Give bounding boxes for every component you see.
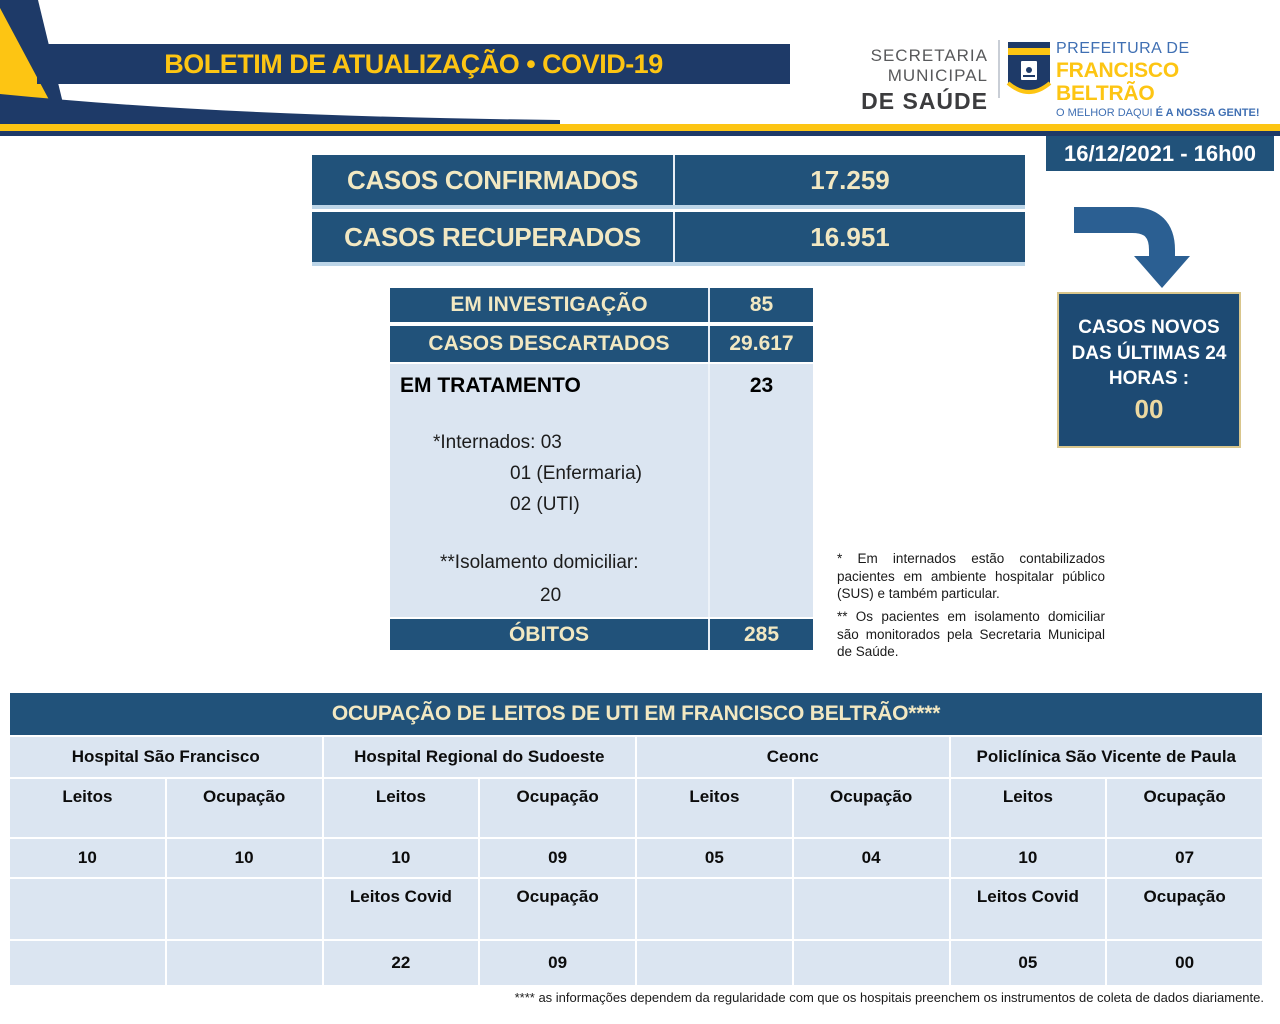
col-header-leitos: Leitos — [10, 779, 165, 837]
recovered-cases-label: CASOS RECUPERADOS — [312, 212, 675, 262]
col-header-ocupacao: Ocupação — [480, 879, 635, 939]
tagline-bold: É A NOSSA GENTE! — [1155, 106, 1260, 119]
treatment-label: EM TRATAMENTO — [400, 374, 581, 397]
col-header-ocupacao: Ocupação — [1107, 879, 1262, 939]
table-value: 05 — [951, 941, 1106, 985]
confirmed-cases-label: CASOS CONFIRMADOS — [312, 155, 675, 205]
health-secretariat-wordmark — [770, 46, 988, 115]
table-value: 07 — [1107, 839, 1262, 877]
recovered-cases-bar — [312, 212, 1025, 266]
banner-title: BOLETIM DE ATUALIZAÇÃO • COVID-19 — [164, 48, 663, 79]
isolation-line1: **Isolamento domiciliar: — [440, 552, 639, 573]
col-header-leitos-covid: Leitos Covid — [324, 879, 479, 939]
new-cases-line3: HORAS : — [1108, 368, 1190, 390]
city-hall-wordmark — [1056, 40, 1280, 119]
discarded-row — [390, 326, 813, 362]
banner — [37, 44, 790, 84]
isolation-line2: 20 — [540, 585, 562, 606]
col-header-leitos: Leitos — [637, 779, 792, 837]
treatment-value: 23 — [749, 374, 774, 397]
col-header-leitos: Leitos — [951, 779, 1106, 837]
col-header-ocupacao: Ocupação — [167, 779, 322, 837]
secretariat-line1: SECRETARIA MUNICIPAL — [870, 46, 988, 85]
icu-table-title: OCUPAÇÃO DE LEITOS DE UTI EM FRANCISCO BELTRÃO**** — [10, 693, 1262, 735]
hospitalized-line1: *Internados: 03 — [433, 432, 562, 453]
table-value: 04 — [794, 839, 949, 877]
table-value: 00 — [1107, 941, 1262, 985]
recovered-cases-value: 16.951 — [810, 221, 890, 252]
table-value: 10 — [10, 839, 165, 877]
col-header-ocupacao: Ocupação — [1107, 779, 1262, 837]
hospital-sao-francisco-header: Hospital São Francisco — [10, 737, 322, 777]
icu-occupancy-table — [10, 693, 1262, 985]
col-header-ocupacao: Ocupação — [794, 779, 949, 837]
hospitalized-line2: 01 (Enfermaria) — [510, 463, 642, 484]
footnote-isolamento: ** Os pacientes em isolamento domiciliar são monitorados pela Secretaria Municipal de Saúde. — [837, 609, 1105, 660]
bent-arrow-down-icon — [1066, 198, 1196, 293]
hospital-regional-header: Hospital Regional do Sudoeste — [324, 737, 636, 777]
footnote-internados: * Em internados estão contabilizados pacientes em ambiente hospitalar público (SUS) e também particular. — [837, 551, 1105, 602]
table-value: 09 — [480, 941, 635, 985]
new-cases-line1: CASOS NOVOS — [1078, 317, 1220, 339]
table-value: 10 — [324, 839, 479, 877]
new-cases-line2: DAS ÚLTIMAS 24 — [1071, 342, 1227, 364]
prefeitura-tagline — [1056, 107, 1280, 119]
empty-cell — [637, 879, 792, 939]
empty-cell — [167, 941, 322, 985]
table-value: 10 — [951, 839, 1106, 877]
deaths-label: ÓBITOS — [390, 619, 710, 650]
confirmed-cases-value: 17.259 — [810, 164, 890, 195]
city-crest-icon — [1006, 38, 1052, 104]
table-value: 09 — [480, 839, 635, 877]
tagline-prefix: O MELHOR DAQUI — [1056, 106, 1156, 119]
deaths-row — [390, 619, 813, 650]
table-value: 22 — [324, 941, 479, 985]
confirmed-cases-bar — [312, 155, 1025, 209]
discarded-label: CASOS DESCARTADOS — [390, 326, 710, 362]
logo-divider — [998, 40, 1000, 98]
treatment-section — [390, 364, 813, 617]
empty-cell — [637, 941, 792, 985]
footnote-table-disclaimer: **** as informações dependem da regularidade com que os hospitais preenchem os instrumentos de coleta de dados diariamente. — [514, 990, 1264, 1005]
prefeitura-line1: PREFEITURA DE — [1056, 40, 1190, 57]
new-cases-value: 00 — [1134, 393, 1164, 424]
secretariat-line2: DE SAÚDE — [861, 88, 988, 114]
empty-cell — [794, 879, 949, 939]
investigation-value: 85 — [749, 293, 774, 316]
empty-cell — [167, 879, 322, 939]
col-header-leitos: Leitos — [324, 779, 479, 837]
new-cases-box — [1057, 292, 1241, 448]
hospitalized-line3: 02 (UTI) — [510, 494, 580, 515]
empty-cell — [10, 941, 165, 985]
policlinica-header: Policlínica São Vicente de Paula — [951, 737, 1263, 777]
investigation-row — [390, 288, 813, 322]
treatment-column-divider — [708, 364, 710, 617]
col-header-leitos-covid: Leitos Covid — [951, 879, 1106, 939]
swoosh-shape — [0, 94, 560, 126]
prefeitura-line2: FRANCISCO BELTRÃO — [1056, 58, 1180, 105]
table-value: 10 — [167, 839, 322, 877]
ceonc-header: Ceonc — [637, 737, 949, 777]
deaths-value: 285 — [743, 622, 780, 646]
col-header-ocupacao: Ocupação — [480, 779, 635, 837]
datetime-badge: 16/12/2021 - 16h00 — [1046, 136, 1274, 171]
empty-cell — [10, 879, 165, 939]
table-value: 05 — [637, 839, 792, 877]
yellow-stripe — [0, 124, 1280, 131]
discarded-value: 29.617 — [729, 332, 794, 355]
empty-cell — [794, 941, 949, 985]
investigation-label: EM INVESTIGAÇÃO — [390, 288, 710, 322]
